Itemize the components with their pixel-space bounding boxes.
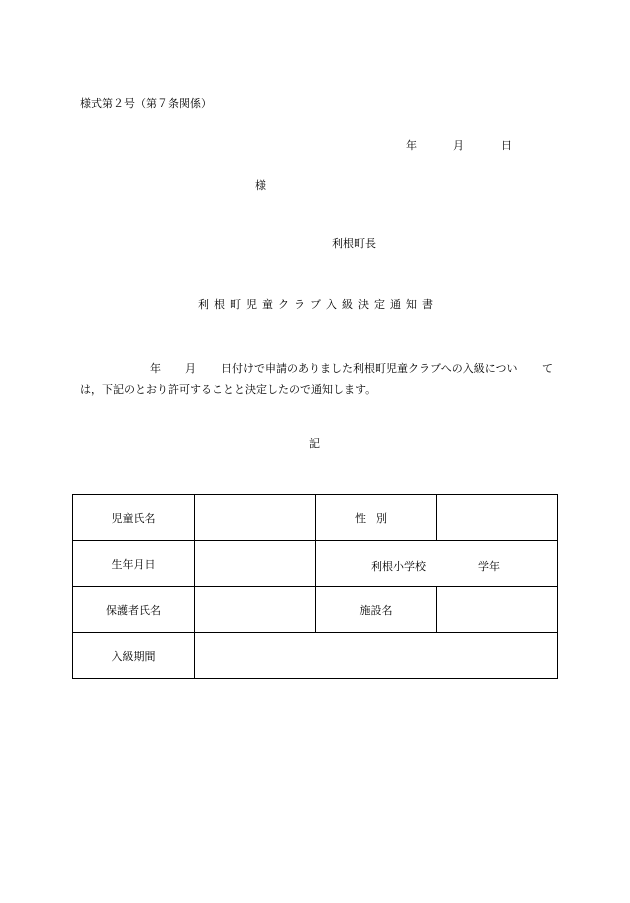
child-name-field[interactable] xyxy=(195,495,316,541)
child-name-label: 児童氏名 xyxy=(73,495,195,541)
grade-label: 学年 xyxy=(478,560,500,573)
date-day: 日 xyxy=(501,139,512,152)
body-line-1-end: て xyxy=(542,362,553,375)
body-month: 月 xyxy=(185,362,196,375)
body-line-1-text: 日付けで申請のありました利根町児童クラブへの入級につい xyxy=(221,362,518,375)
addressee-suffix: 様 xyxy=(255,179,266,192)
enrollment-period-label: 入級期間 xyxy=(73,633,195,679)
enrollment-period-field[interactable] xyxy=(195,633,558,679)
document-title: 利根町児童クラブ入級決定通知書 xyxy=(198,298,438,311)
body-paragraph xyxy=(80,358,558,400)
table-row xyxy=(73,587,558,633)
ki-heading: 記 xyxy=(309,437,320,450)
birthdate-field[interactable] xyxy=(195,541,316,587)
school-grade-field[interactable] xyxy=(316,541,558,587)
date-year: 年 xyxy=(406,139,417,152)
table-row xyxy=(73,633,558,679)
body-line-2-text: は，下記のとおり許可することと決定したので通知します。 xyxy=(80,383,377,396)
sex-field[interactable] xyxy=(437,495,558,541)
birthdate-label: 生年月日 xyxy=(73,541,195,587)
form-number: 様式第２号（第７条関係） xyxy=(80,97,212,110)
facility-name-label: 施設名 xyxy=(316,587,437,633)
sex-label: 性別 xyxy=(316,495,437,541)
facility-name-field[interactable] xyxy=(437,587,558,633)
issuer-name: 利根町長 xyxy=(332,237,376,250)
guardian-name-label: 保護者氏名 xyxy=(73,587,195,633)
table-row xyxy=(73,541,558,587)
school-label: 利根小学校 xyxy=(371,560,426,573)
table-row xyxy=(73,495,558,541)
body-line-2 xyxy=(80,379,558,400)
guardian-name-field[interactable] xyxy=(195,587,316,633)
date-month: 月 xyxy=(453,139,464,152)
body-year: 年 xyxy=(150,362,161,375)
body-line-1 xyxy=(80,358,558,379)
info-table xyxy=(72,494,558,679)
